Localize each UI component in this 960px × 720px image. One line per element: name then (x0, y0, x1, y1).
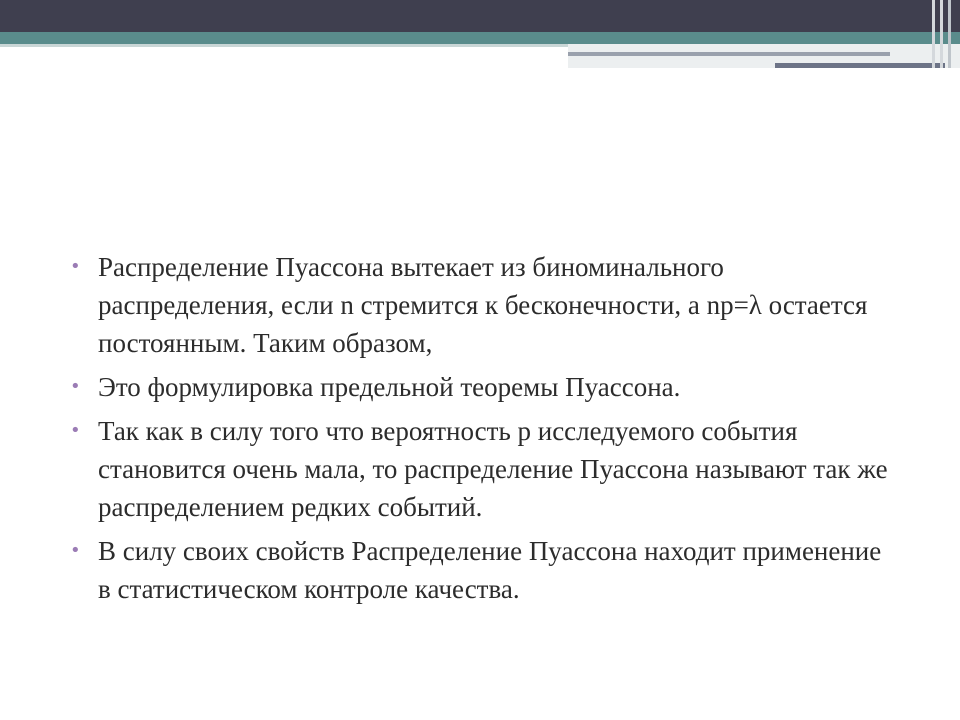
header-band-teal-light (0, 44, 568, 47)
bullet-item (70, 532, 890, 608)
bullet-text: Распределение Пуассона вытекает из биноминального распределения, если n стремится к бесконечности, а np=λ остается постоянным. Таким образом, (98, 252, 868, 358)
stripe (932, 0, 935, 68)
bullet-item (70, 368, 890, 406)
stripe (948, 0, 951, 68)
bullet-text: Это формулировка предельной теоремы Пуассона. (98, 372, 681, 402)
header-right-line-dark (775, 63, 945, 68)
bullet-dot-icon: • (70, 256, 81, 277)
bullet-item (70, 412, 890, 526)
header-right-line (568, 52, 890, 56)
bullet-text: В силу своих свойств Распределение Пуассона находит применение в статистическом контроле качества. (98, 536, 882, 604)
stripe (940, 0, 943, 68)
bullet-list (70, 248, 890, 608)
header-band-dark (0, 0, 960, 32)
bullet-dot-icon: • (70, 420, 81, 441)
header-stripes (928, 0, 960, 68)
bullet-dot-icon: • (70, 376, 81, 397)
bullet-dot-icon: • (70, 540, 81, 561)
slide-content (70, 248, 890, 614)
bullet-item (70, 248, 890, 362)
bullet-text: Так как в силу того что вероятность p исследуемого события становится очень мала, то распределение Пуассона называют так же распределением редких событий. (98, 416, 888, 522)
header-band-teal (0, 32, 960, 44)
